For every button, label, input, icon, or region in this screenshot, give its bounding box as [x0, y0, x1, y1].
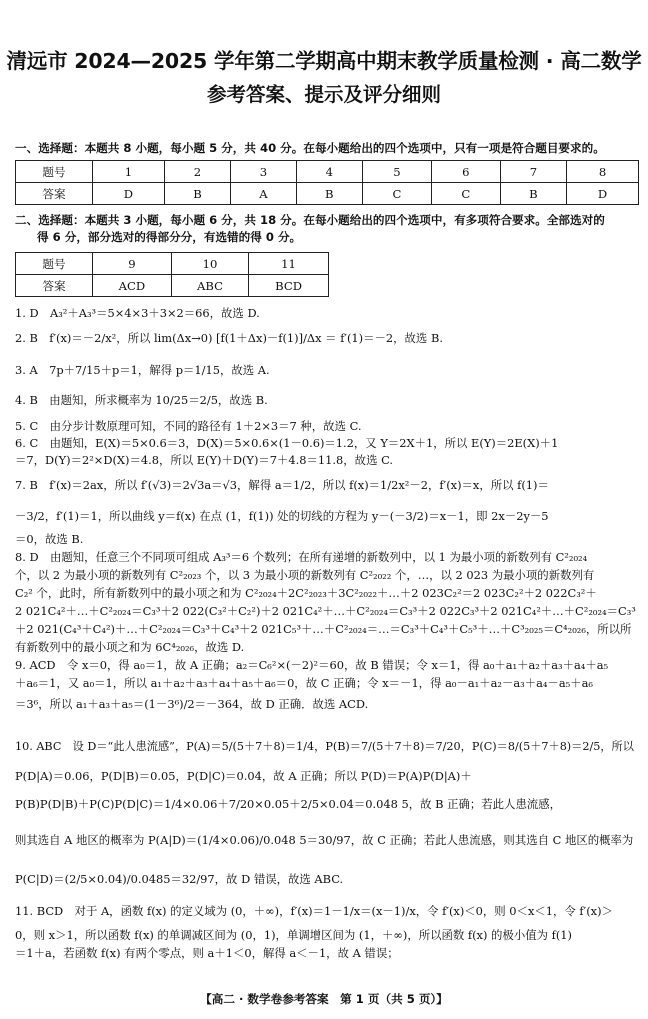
section1-table	[15, 160, 639, 205]
table-cell: 9	[93, 253, 172, 275]
answer-5: 5. C 由分步计数原理可知，不同的路径有 1＋2×3＝7 种，故选 C.	[15, 419, 362, 433]
table-cell: ABC	[171, 275, 248, 297]
answer-8-line3: C₂² 个，此时，所有新数列中的最小项之和为 C²₂₀₂₄＋2C²₂₀₂₃＋3C²₂₀₂₂＋…＋2 023C₂²＝2 023C₂²＋2 022C₃²＋	[15, 586, 597, 600]
table-cell: 3	[231, 161, 296, 183]
table-cell: B	[164, 183, 230, 205]
table-cell: C	[431, 183, 500, 205]
answer-6-line2: ＝7，D(Y)＝2²×D(X)＝4.8，所以 E(Y)＋D(Y)＝7＋4.8＝11.8，故选 C.	[15, 453, 394, 467]
answer-4: 4. B 由题知，所求概率为 10/25＝2/5，故选 B.	[15, 393, 268, 407]
answer-8-line2: 个，以 2 为最小项的新数列有 C²₂₀₂₃ 个，以 3 为最小项的新数列有 C²₂₀₂₂ 个，…，以 2 023 为最小项的新数列有	[15, 568, 595, 582]
answer-8-line4: 2 021C₄²＋…＋C²₂₀₂₄＝C₃³＋2 022(C₃²＋C₂²)＋2 021C₄²＋…＋C²₂₀₂₄＝C₃³＋2 022C₃³＋2 021C₄²＋…＋C²₂₀₂₄＝C₃³	[15, 604, 636, 618]
answer-8-line6: 有新数列中的最小项之和为 6C⁴₂₀₂₆，故选 D.	[15, 640, 245, 654]
table-cell: 10	[171, 253, 248, 275]
page-title: 清远市 2024—2025 学年第二学期高中期末教学质量检测 · 高二数学	[6, 49, 642, 73]
answer-10-line1: 10. ABC 设 D＝“此人患流感”，P(A)＝5/(5＋7＋8)＝1/4，P(B)＝7/(5＋7＋8)＝7/20，P(C)＝8/(5＋7＋8)＝2/5，所以	[15, 740, 634, 753]
answer-11-line1: 11. BCD 对于 A，函数 f(x) 的定义域为 (0，＋∞)，f′(x)＝1－1/x＝(x－1)/x，令 f′(x)＜0，则 0＜x＜1，令 f′(x)＞	[15, 904, 613, 918]
table-row	[16, 275, 329, 297]
table-cell: A	[231, 183, 296, 205]
answer-7-line3: ＝0，故选 B.	[15, 532, 84, 546]
answer-3: 3. A 7p＋7/15＋p＝1，解得 p＝1/15，故选 A.	[15, 363, 270, 377]
answer-11-line2: 0，则 x＞1，所以函数 f(x) 的单调减区间为 (0，1)，单调增区间为 (1，＋∞)，所以函数 f(x) 的极小值为 f(1)	[15, 928, 572, 942]
table-cell: B	[500, 183, 566, 205]
table-cell: C	[363, 183, 432, 205]
table-header-cell: 答案	[16, 275, 93, 297]
table-cell: 5	[363, 161, 432, 183]
section1-heading: 一、选择题：本题共 8 小题，每小题 5 分，共 40 分。在每小题给出的四个选项中，只有一项是符合题目要求的。	[15, 141, 605, 155]
table-header-cell: 题号	[16, 253, 93, 275]
answer-8-line1: 8. D 由题知，任意三个不同项可组成 A₃³＝6 个数列；在所有递增的新数列中，以 1 为最小项的新数列有 C²₂₀₂₄	[15, 550, 588, 564]
answer-7-line2: －3/2，f′(1)＝1，所以曲线 y＝f(x) 在点 (1，f(1)) 处的切线的方程为 y－(－3/2)＝x－1，即 2x－2y－5	[15, 509, 549, 523]
table-cell: D	[93, 183, 165, 205]
table-cell: 1	[93, 161, 165, 183]
answer-9-line1: 9. ACD 令 x＝0，得 a₀＝1，故 A 正确；a₂＝C₆²×(－2)²＝60，故 B 错误；令 x＝1，得 a₀＋a₁＋a₂＋a₃＋a₄＋a₅	[15, 658, 609, 672]
answer-9-line3: ＝3⁶，所以 a₁＋a₃＋a₅＝(1－3⁶)/2＝－364，故 D 正确．故选 ACD.	[15, 697, 369, 711]
table-cell: 6	[431, 161, 500, 183]
table-cell: 2	[164, 161, 230, 183]
answer-2: 2. B f′(x)＝－2/x²，所以 lim(Δx→0) [f(1＋Δx)－f(1)]/Δx ＝ f′(1)＝－2，故选 B.	[15, 331, 443, 345]
table-cell: 11	[249, 253, 329, 275]
answer-10-line3: P(B)P(D|B)＋P(C)P(D|C)＝1/4×0.06＋7/20×0.05＋2/5×0.04＝0.048 5，故 B 正确；若此人患流感，	[15, 797, 562, 811]
table-row	[16, 183, 639, 205]
table-cell: 8	[567, 161, 639, 183]
table-cell: B	[296, 183, 362, 205]
table-header-cell: 答案	[16, 183, 93, 205]
answer-7-line1: 7. B f′(x)＝2ax，所以 f′(√3)＝2√3a＝√3，解得 a＝1/2，所以 f(x)＝1/2x²－2，f′(x)＝x，所以 f(1)＝	[15, 478, 549, 492]
page-footer: 【高二 · 数学卷参考答案 第 1 页（共 5 页）】	[200, 992, 448, 1006]
answer-11-line3: ＝1＋a，若函数 f(x) 有两个零点，则 a＋1＜0，解得 a＜－1，故 A 错误；	[15, 946, 399, 960]
table-row	[16, 161, 639, 183]
answer-8-line5: ＋2 021(C₄³＋C₄²)＋…＋C²₂₀₂₄＝C₃³＋C₄³＋2 021C₅³＋…＋C²₂₀₂₄＝…＝C₃³＋C₄³＋C₅³＋…＋C³₂₀₂₅＝C⁴₂₀₂₆，所以所	[15, 622, 632, 636]
table-cell: 4	[296, 161, 362, 183]
answer-10-line5: P(C|D)＝(2/5×0.04)/0.0485＝32/97，故 D 错误，故选 ABC.	[15, 872, 344, 886]
section2-table	[15, 252, 329, 297]
answer-9-line2: ＋a₆＝1，又 a₀＝1，所以 a₁＋a₂＋a₃＋a₄＋a₅＋a₆＝0，故 C 正确；令 x＝－1，得 a₀－a₁＋a₂－a₃＋a₄－a₅＋a₆	[15, 676, 593, 690]
table-row	[16, 253, 329, 275]
answer-10-line4: 则其选自 A 地区的概率为 P(A|D)＝(1/4×0.06)/0.048 5＝30/97，故 C 正确；若此人患流感，则其选自 C 地区的概率为	[15, 833, 634, 847]
table-cell: ACD	[93, 275, 172, 297]
table-cell: BCD	[249, 275, 329, 297]
table-cell: D	[567, 183, 639, 205]
answer-1: 1. D A₃²＋A₃³＝5×4×3＋3×2＝66，故选 D.	[15, 306, 260, 320]
section2-heading: 二、选择题：本题共 3 小题，每小题 6 分，共 18 分。在每小题给出的四个选项中，有多项符合要求。全部选对的 得 6 分，部分选对的得部分分，有选错的得 0 分。	[15, 213, 605, 244]
table-header-cell: 题号	[16, 161, 93, 183]
table-cell: 7	[500, 161, 566, 183]
answer-10-line2: P(D|A)＝0.06，P(D|B)＝0.05，P(D|C)＝0.04，故 A 正确；所以 P(D)＝P(A)P(D|A)＋	[15, 769, 472, 783]
page-subtitle: 参考答案、提示及评分细则	[206, 83, 441, 106]
answer-6-line1: 6. C 由题知，E(X)＝5×0.6＝3，D(X)＝5×0.6×(1－0.6)＝1.2，又 Y＝2X＋1，所以 E(Y)＝2E(X)＋1	[15, 436, 559, 450]
